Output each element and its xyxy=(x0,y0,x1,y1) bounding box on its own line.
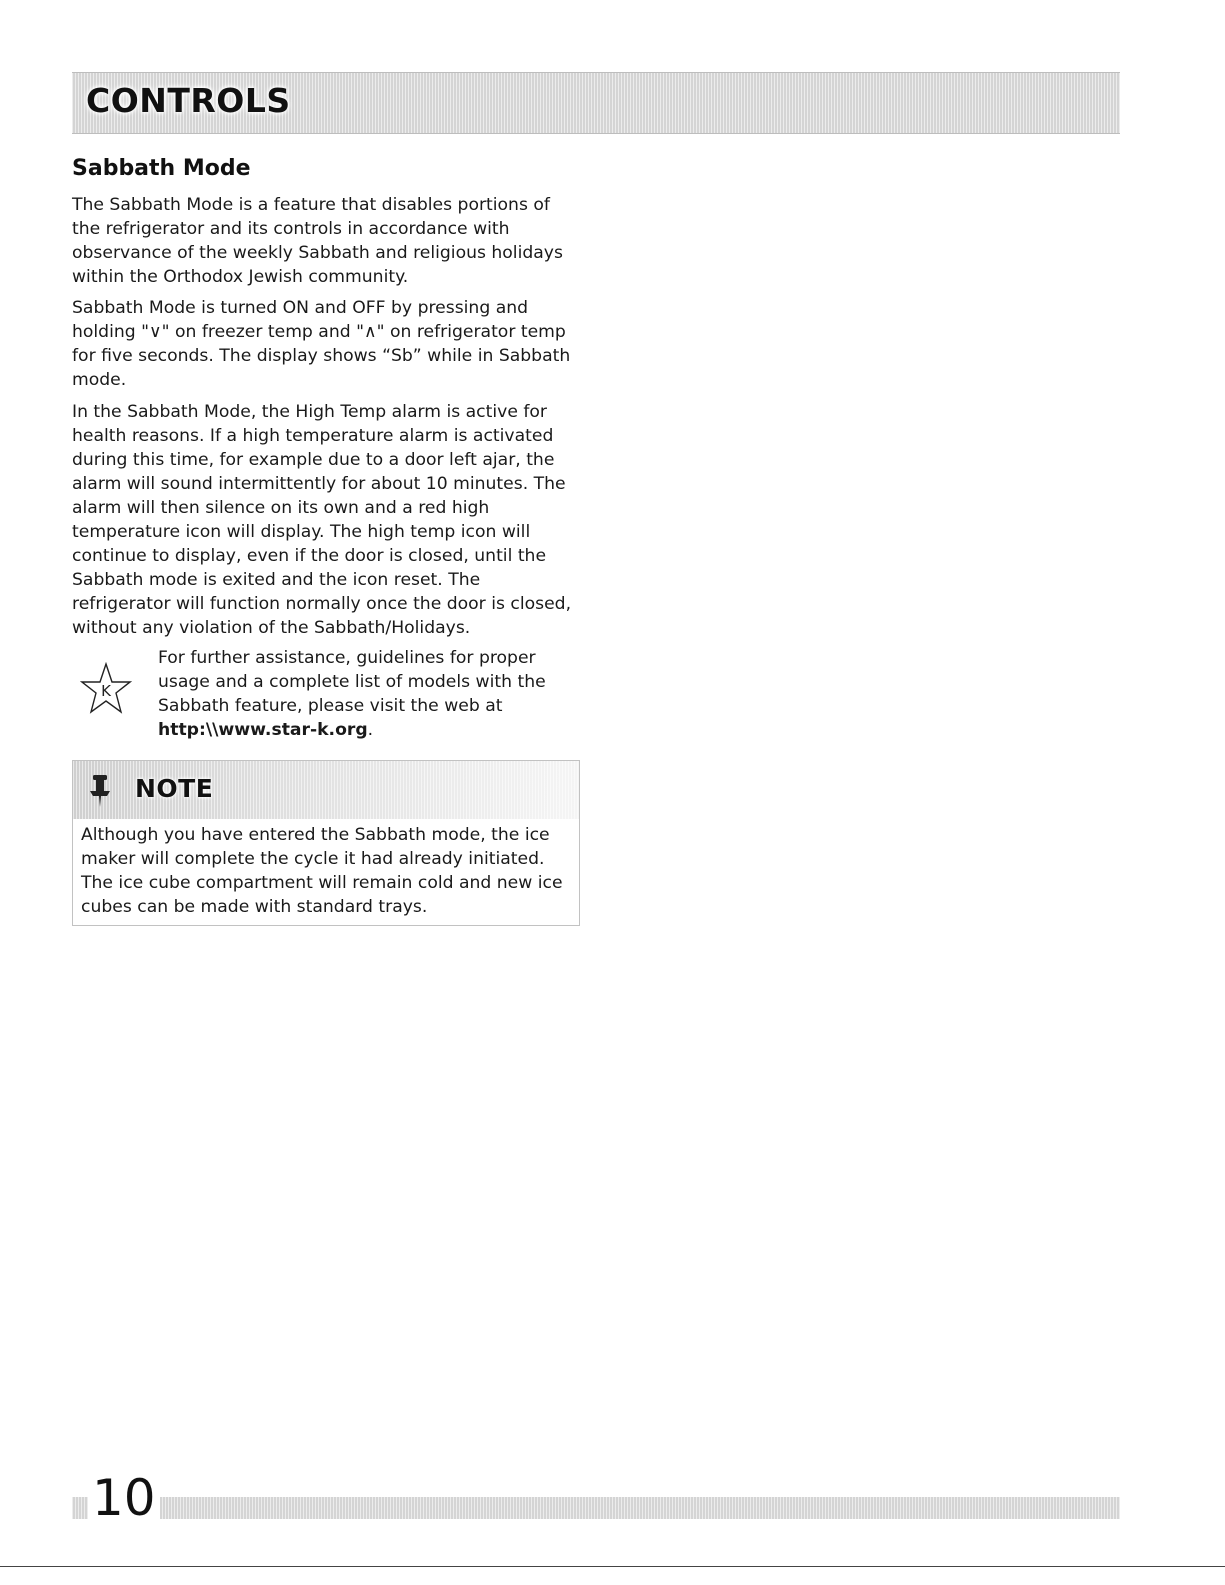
note-text: Although you have entered the Sabbath mode, the ice maker will complete the cycle it had already initiated. The ice cube compartment will remain cold and new ice cubes can be made with standard trays. xyxy=(81,825,563,917)
star-k-icon xyxy=(80,662,132,718)
section-title: Sabbath Mode xyxy=(72,156,251,181)
assistance-text xyxy=(158,646,578,742)
note-box xyxy=(72,760,580,926)
note-header xyxy=(73,761,579,819)
header-band xyxy=(72,72,1120,134)
paragraph-intro: The Sabbath Mode is a feature that disables portions of the refrigerator and its controls in accordance with observance of the weekly Sabbath and religious holidays within the Orthodox Jewish community. xyxy=(72,195,563,287)
paragraph-alarm: In the Sabbath Mode, the High Temp alarm is active for health reasons. If a high temperature alarm is activated during this time, for example due to a door left ajar, the alarm will sound intermittently for about 10 minutes. The alarm will then silence on its own and a red high temperature icon will display. The high temp icon will continue to display, even if the door is closed, until the Sabbath mode is exited and the icon reset. The refrigerator will function normally once the door is closed, without any violation of the Sabbath/Holidays. xyxy=(72,402,572,638)
paragraph-activation: Sabbath Mode is turned ON and OFF by pressing and holding "∨" on freezer temp and "∧" on refrigerator temp for five seconds. The display shows “Sb” while in Sabbath mode. xyxy=(72,298,571,390)
page-number: 10 xyxy=(88,1468,160,1528)
footer-band xyxy=(72,1497,1120,1519)
note-title: NOTE xyxy=(135,774,214,803)
bottom-rule xyxy=(0,1566,1225,1567)
assistance-url-suffix: . xyxy=(367,720,374,740)
star-k-letter: K xyxy=(101,682,111,700)
pushpin-icon xyxy=(87,773,113,809)
page-header-title: CONTROLS xyxy=(86,81,291,120)
assistance-body: For further assistance, guidelines for proper usage and a complete list of models with the Sabbath feature, please visit the web at xyxy=(158,648,546,716)
star-k-website-link[interactable]: http:\\www.star-k.org xyxy=(158,720,368,740)
